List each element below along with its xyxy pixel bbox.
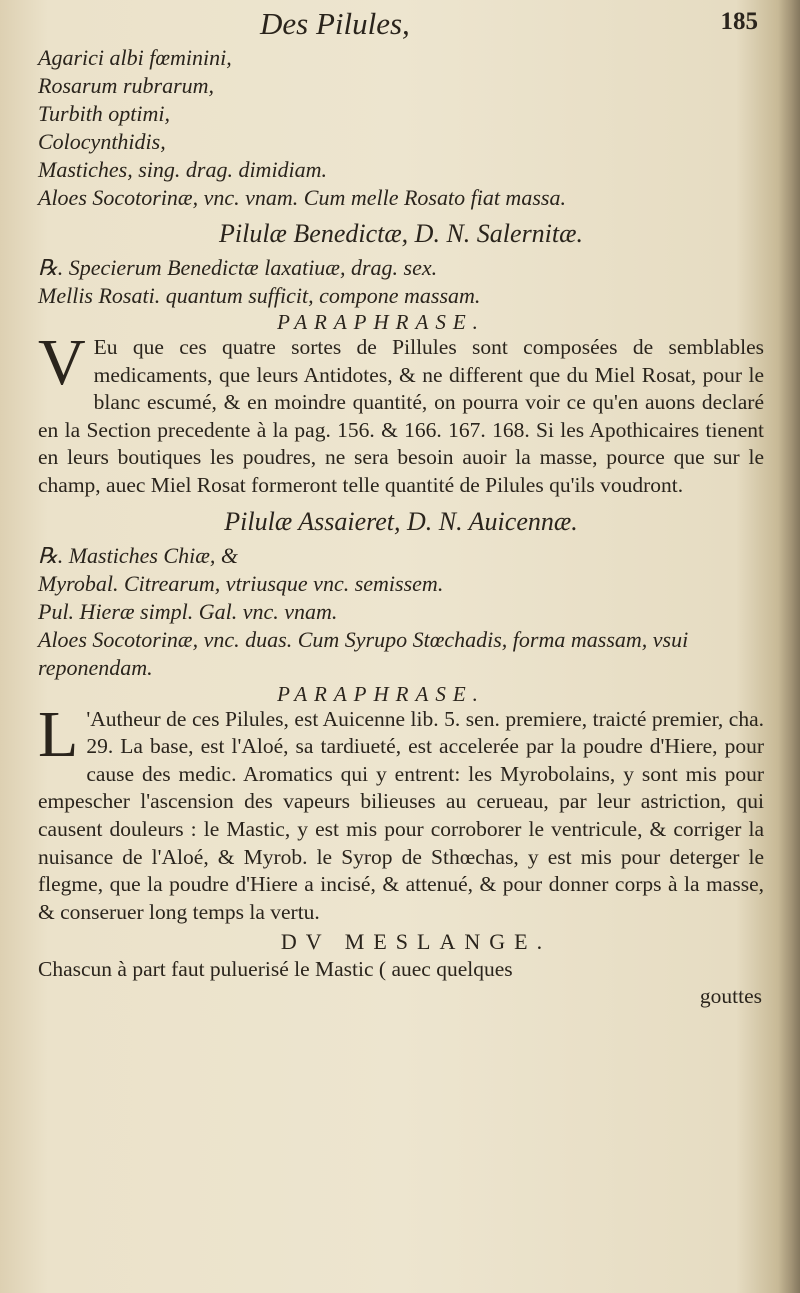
recipe-ingredients	[38, 44, 764, 212]
ingredient-line: Aloes Socotorinæ, vnc. vnam. Cum melle Rosato fiat massa.	[38, 185, 566, 210]
ingredient-line: Agarici albi fœminini,	[38, 45, 232, 70]
ingredient-line: Colocynthidis,	[38, 129, 166, 154]
paragraph-text: 'Autheur de ces Pilules, est Auicenne lib. 5. sen. premiere, traicté premier, cha. 29. La base, est l'Aloé, sa tardiueté, est accelerée par la poudre d'Hiere, pour cause des medic. Aromatics qui y entrent: les Myrobolains, y sont mis pour empescher l'ascension des vapeurs bilieuses au cerueau, par leur astriction, qui causent douleurs : le Mastic, y est mis pour corroborer le ventricule, & corriger la nuisance de l'Aloé, & Myrob. le Syrop de Sthœchas, y est mis pour deterger le flegme, que la poudre d'Hiere a incisé, & attenué, & pour donner corps à la masse, & conseruer long temps la vertu.	[38, 706, 764, 924]
section-title-pilulae-assaieret: Pilulæ Assaieret, D. N. Auicennæ.	[224, 506, 578, 536]
mixing-paragraph: Chascun à part faut puluerisé le Mastic ( auec quelques	[38, 957, 513, 982]
prescription-line: Pul. Hieræ simpl. Gal. vnc. vnam.	[38, 598, 338, 624]
page-header	[38, 4, 764, 44]
prescription-line: Aloes Socotorinæ, vnc. duas. Cum Syrupo Stœchadis, forma massam, vsui reponendam.	[38, 626, 689, 680]
drop-cap: L	[38, 697, 79, 771]
paraphrase-heading: PARAPHRASE.	[277, 310, 485, 334]
prescription-line: ℞. Mastiches Chiæ, &	[38, 542, 238, 568]
section-title-pilulae-benedictae: Pilulæ Benedictæ, D. N. Salernitæ.	[219, 219, 583, 248]
catchword: gouttes	[699, 983, 762, 1008]
prescription-line: ℞. Specierum Benedictæ laxatiuæ, drag. sex.	[38, 255, 438, 280]
page-number: 185	[720, 8, 758, 35]
paraphrase-heading: PARAPHRASE.	[277, 681, 485, 706]
running-title: Des Pilules,	[260, 6, 410, 41]
section-heading-meslange: DV MESLANGE.	[280, 929, 552, 955]
ingredient-line: Turbith optimi,	[38, 101, 171, 126]
paraphrase-paragraph	[38, 697, 764, 927]
paragraph-text: Eu que ces quatre sortes de Pillules sont composées de semblables medicaments, que leurs Antidotes, & ne different que du Miel Rosat, pour le blanc escumé, & en moindre quantité, on pourra voir ce qu'en auons declaré en la Section precedente à la pag. 156. & 166. 167. 168. Si les Apothicaires tienent en leurs boutiques les poudres, ne sera besoin auoir la masse, pource que sur le champ, auec Miel Rosat formeront telle quantité de Pilules qu'ils voudront.	[38, 335, 764, 497]
prescription-line: Myrobal. Citrearum, vtriusque vnc. semissem.	[38, 570, 444, 596]
ingredient-line: Mastiches, sing. drag. dimidiam.	[38, 157, 328, 182]
page-edge-shadow	[778, 0, 800, 1293]
drop-cap: V	[38, 326, 86, 399]
prescription-line: Mellis Rosati. quantum sufficit, compone massam.	[38, 283, 481, 308]
ingredient-line: Rosarum rubrarum,	[38, 73, 215, 98]
paraphrase-paragraph	[38, 326, 764, 500]
